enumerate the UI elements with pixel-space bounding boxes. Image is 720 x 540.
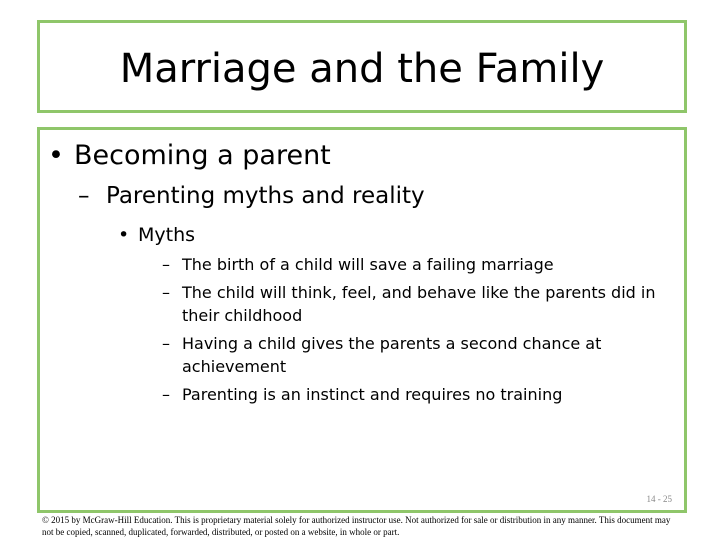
bullet-level-3: [118, 223, 195, 247]
copyright-footer: © 2015 by McGraw-Hill Education. This is proprietary material solely for authorized instructor use. Not authorized for sale or distribution in any manner. This document may not be copied, scanned, duplicated, forwarded, distributed, or posted on a website, in whole or part.: [42, 515, 671, 537]
bullet-level-1-text: Becoming a parent: [74, 140, 331, 171]
dash-marker: –: [78, 183, 90, 209]
myth-text: The child will think, feel, and behave like the parents did in their childhood: [182, 283, 656, 325]
title-box: [37, 20, 687, 113]
myth-text: Parenting is an instinct and requires no training: [182, 385, 563, 404]
bullet-level-1: [48, 140, 331, 172]
dash-marker: –: [162, 385, 170, 404]
bullet-level-2: [78, 182, 425, 210]
list-item: [162, 281, 662, 327]
dash-marker: –: [162, 334, 170, 353]
myths-list: [162, 253, 662, 411]
slide-number: 14 - 25: [646, 494, 672, 504]
list-item: [162, 253, 662, 276]
content-box: [37, 127, 687, 513]
bullet-level-3-text: Myths: [138, 224, 196, 246]
bullet-marker: •: [48, 140, 64, 171]
list-item: [162, 332, 662, 378]
dash-marker: –: [162, 283, 170, 302]
myth-text: Having a child gives the parents a second chance at achievement: [182, 334, 602, 376]
bullet-level-2-text: Parenting myths and reality: [106, 183, 425, 209]
bullet-marker: •: [118, 224, 130, 246]
dash-marker: –: [162, 255, 170, 274]
slide-title: Marriage and the Family: [119, 46, 605, 92]
myth-text: The birth of a child will save a failing marriage: [182, 255, 554, 274]
list-item: [162, 383, 662, 406]
